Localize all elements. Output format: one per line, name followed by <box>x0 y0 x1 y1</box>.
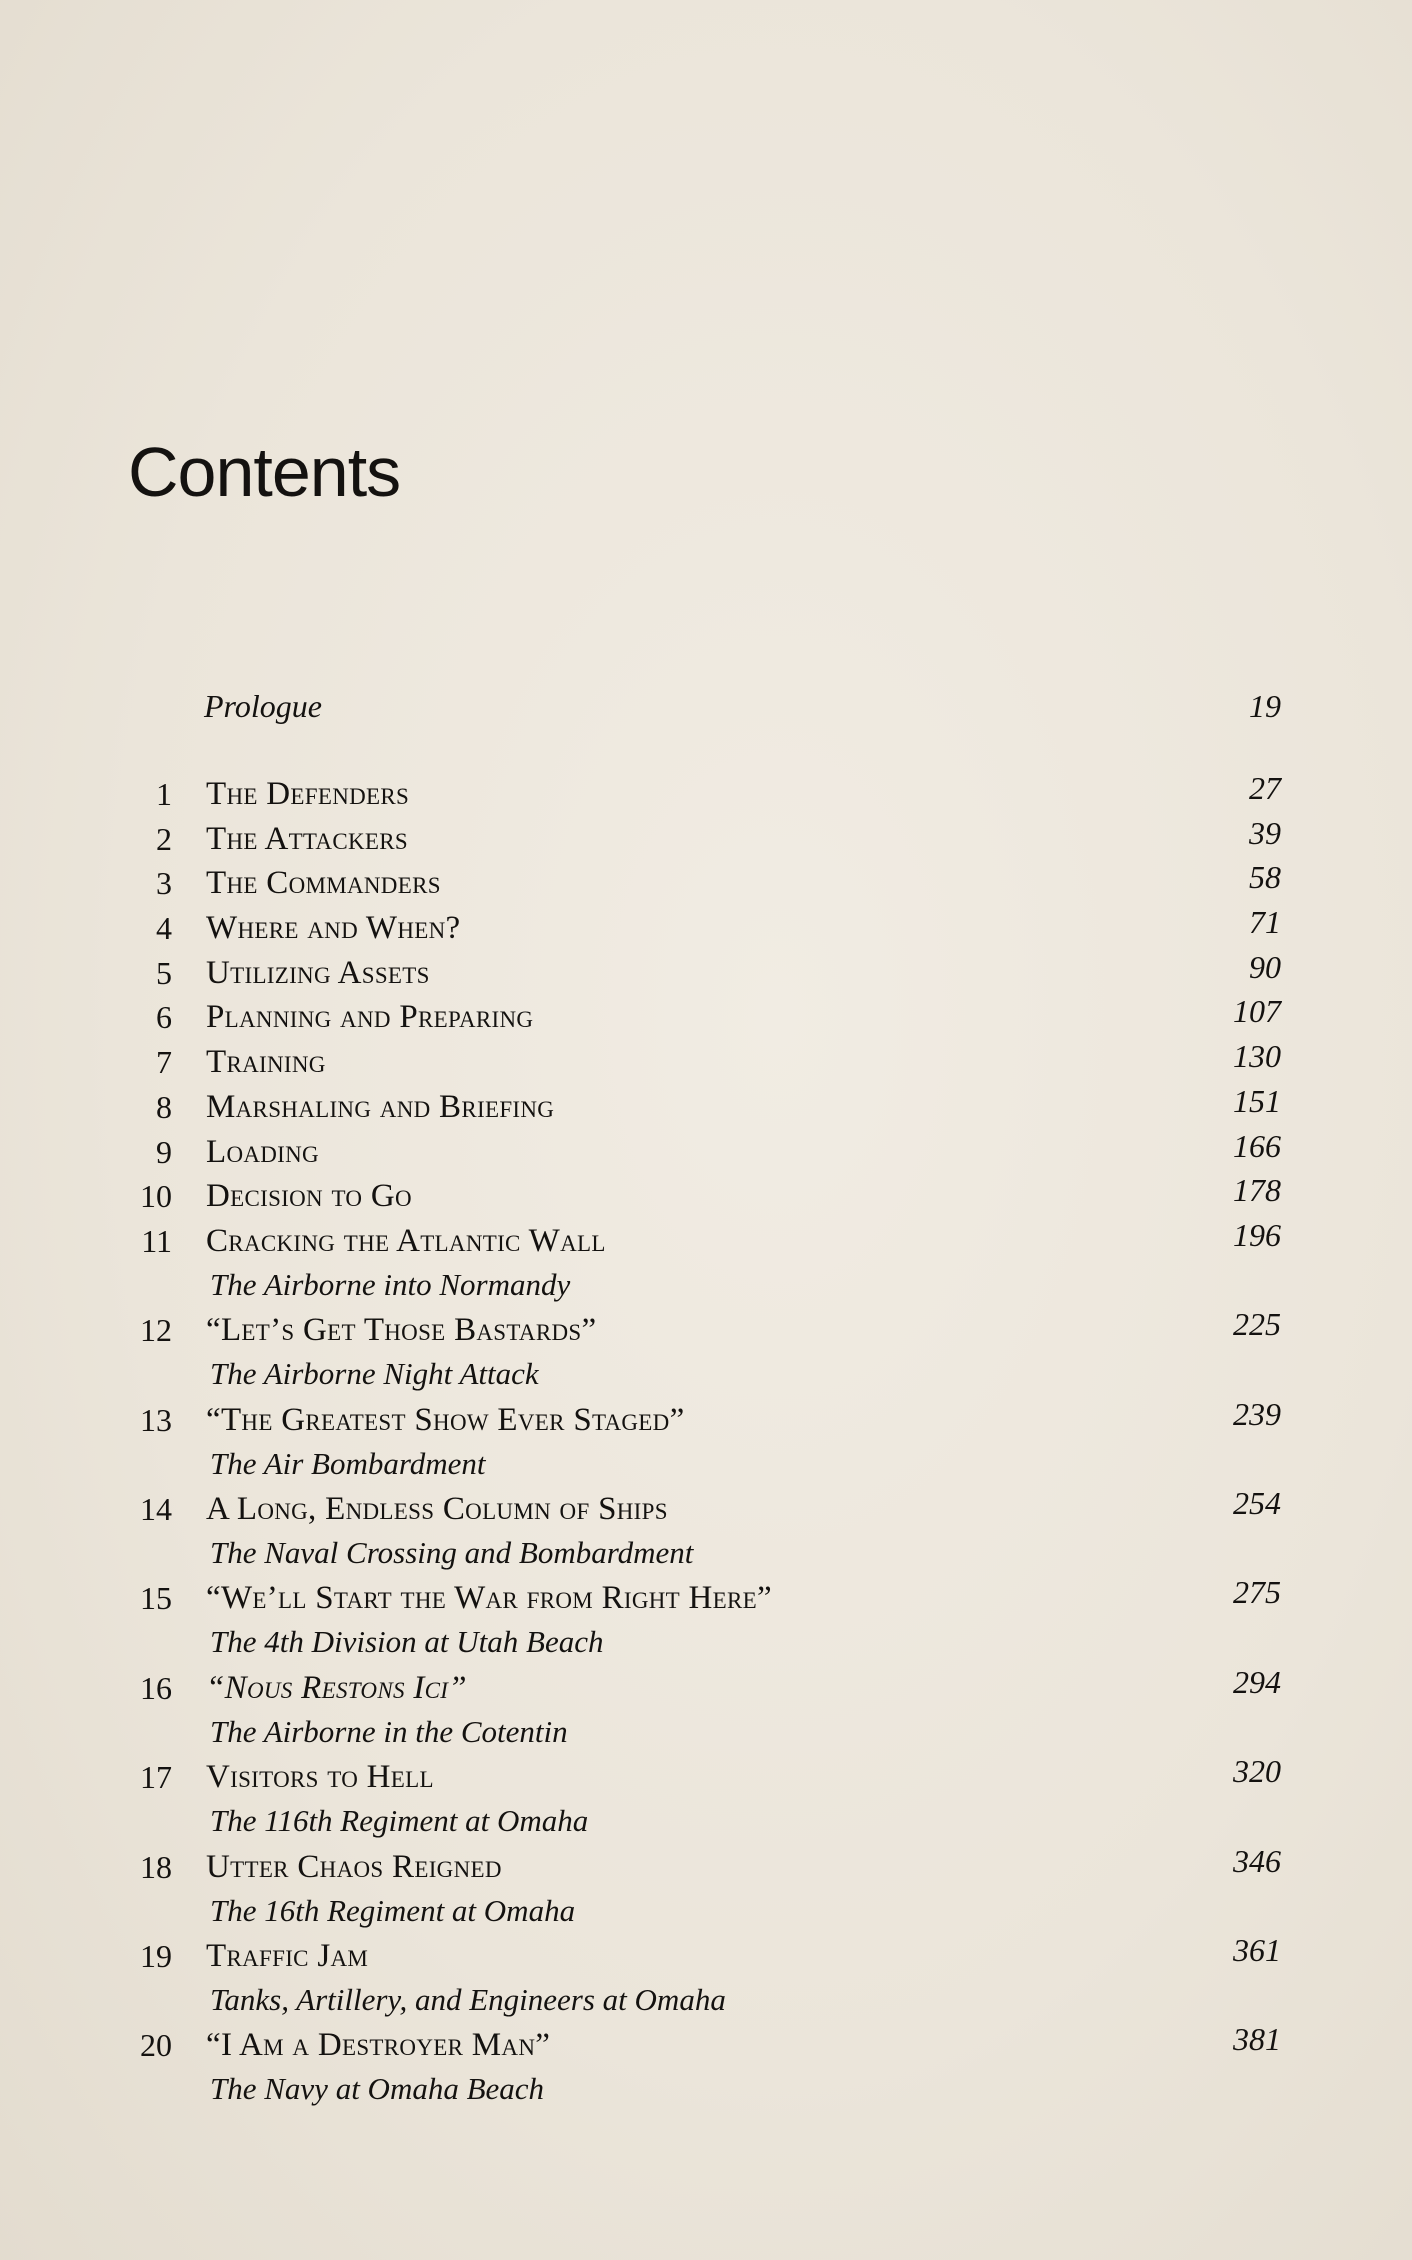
chapter-number: 10 <box>140 1178 172 1215</box>
chapter-number: 9 <box>156 1133 172 1170</box>
chapter-title: The Commanders <box>206 865 441 902</box>
chapter-page-number: 58 <box>1249 859 1281 896</box>
toc-entry[interactable] <box>0 993 1412 1044</box>
chapter-title: “Let’s Get Those Bastards” <box>206 1312 597 1349</box>
chapter-number: 6 <box>156 999 172 1036</box>
chapter-subtitle: The 4th Division at Utah Beach <box>210 1624 604 1660</box>
toc-entry[interactable] <box>0 1753 1412 1848</box>
chapter-number: 15 <box>140 1580 172 1617</box>
chapter-title: Utter Chaos Reigned <box>206 1848 502 1885</box>
chapter-title: Training <box>206 1044 326 1081</box>
chapter-number: 20 <box>140 2027 172 2064</box>
chapter-page-number: 320 <box>1233 1753 1281 1790</box>
chapter-page-number: 151 <box>1233 1082 1281 1119</box>
chapter-page-number: 39 <box>1249 814 1281 851</box>
prologue-page-number: 19 <box>1249 688 1281 724</box>
toc-entry[interactable] <box>0 1574 1412 1669</box>
toc-entry[interactable] <box>0 1395 1412 1491</box>
toc-entry[interactable] <box>0 1172 1412 1223</box>
chapter-number: 3 <box>156 865 172 902</box>
toc-entry[interactable] <box>0 2021 1412 2116</box>
chapter-title: Traffic Jam <box>206 1938 369 1974</box>
chapter-title: Visitors to Hell <box>206 1759 434 1796</box>
chapter-subtitle: The 116th Regiment at Omaha <box>210 1803 589 1839</box>
chapter-number: 7 <box>156 1044 172 1081</box>
toc-entry[interactable] <box>0 770 1412 821</box>
toc-entry[interactable] <box>0 859 1412 910</box>
chapter-page-number: 71 <box>1249 904 1281 941</box>
chapter-title: Marshaling and Briefing <box>206 1088 555 1125</box>
chapter-number: 11 <box>141 1222 172 1259</box>
chapter-subtitle: The Airborne into Normandy <box>210 1266 571 1302</box>
chapter-page-number: 239 <box>1233 1395 1281 1432</box>
chapter-number: 8 <box>156 1088 172 1125</box>
chapter-title: Planning and Preparing <box>206 999 534 1036</box>
chapter-title: “We’ll Start the War from Right Here” <box>206 1580 772 1617</box>
chapter-number: 4 <box>156 910 172 947</box>
toc-prologue[interactable] <box>0 688 1412 732</box>
chapter-page-number: 178 <box>1233 1172 1281 1209</box>
toc-entry[interactable] <box>0 1216 1412 1312</box>
chapter-page-number: 381 <box>1233 2021 1281 2058</box>
chapter-subtitle: The Airborne in the Cotentin <box>210 1713 568 1749</box>
toc-entry[interactable] <box>0 814 1412 866</box>
chapter-number: 2 <box>156 820 172 857</box>
chapter-page-number: 275 <box>1233 1574 1281 1611</box>
toc-entry[interactable] <box>0 1306 1412 1401</box>
chapter-page-number: 130 <box>1233 1038 1281 1075</box>
chapter-page-number: 254 <box>1233 1485 1281 1522</box>
chapter-title: Utilizing Assets <box>206 954 430 991</box>
chapter-page-number: 294 <box>1233 1663 1281 1700</box>
chapter-number: 1 <box>156 776 172 812</box>
table-of-contents <box>0 770 1412 2117</box>
chapter-page-number: 166 <box>1233 1127 1281 1164</box>
chapter-title: “I Am a Destroyer Man” <box>206 2027 551 2064</box>
chapter-title: Decision to Go <box>206 1178 412 1215</box>
toc-entry[interactable] <box>0 1038 1412 1089</box>
prologue-title: Prologue <box>204 688 322 724</box>
toc-entry[interactable] <box>0 1842 1412 1938</box>
chapter-title: “The Greatest Show Ever Staged” <box>206 1401 685 1438</box>
chapter-number: 17 <box>140 1759 172 1796</box>
chapter-title: Where and When? <box>206 910 461 947</box>
chapter-number: 14 <box>140 1491 172 1528</box>
chapter-number: 18 <box>140 1848 172 1885</box>
chapter-title: A Long, Endless Column of Ships <box>206 1491 668 1528</box>
chapter-page-number: 27 <box>1249 770 1281 806</box>
toc-entry[interactable] <box>0 904 1412 955</box>
chapter-number: 13 <box>140 1401 172 1438</box>
chapter-number: 12 <box>140 1312 172 1349</box>
chapter-title: The Attackers <box>206 820 408 857</box>
chapter-subtitle: The Air Bombardment <box>210 1445 486 1481</box>
toc-entry[interactable] <box>0 1663 1412 1759</box>
chapter-page-number: 196 <box>1233 1216 1281 1253</box>
chapter-subtitle: The Navy at Omaha Beach <box>210 2071 545 2107</box>
toc-entry[interactable] <box>0 1485 1412 1580</box>
chapter-subtitle: The Naval Crossing and Bombardment <box>210 1535 694 1571</box>
toc-entry[interactable] <box>0 1082 1412 1134</box>
chapter-number: 19 <box>140 1938 172 1974</box>
page-title: Contents <box>128 433 401 511</box>
chapter-title: “Nous Restons Ici” <box>206 1669 467 1706</box>
toc-entry[interactable] <box>0 948 1412 1000</box>
toc-entry[interactable] <box>0 1932 1412 2027</box>
chapter-number: 5 <box>156 954 172 991</box>
chapter-title: Cracking the Atlantic Wall <box>206 1222 606 1259</box>
chapter-title: The Defenders <box>206 776 410 812</box>
chapter-page-number: 225 <box>1233 1306 1281 1343</box>
chapter-title: Loading <box>206 1133 319 1170</box>
chapter-subtitle: The Airborne Night Attack <box>210 1356 539 1392</box>
chapter-page-number: 361 <box>1233 1932 1281 1968</box>
chapter-page-number: 90 <box>1249 948 1281 985</box>
chapter-subtitle: The 16th Regiment at Omaha <box>210 1892 576 1928</box>
chapter-number: 16 <box>140 1669 172 1706</box>
toc-entry[interactable] <box>0 1127 1412 1179</box>
chapter-page-number: 346 <box>1233 1842 1281 1879</box>
chapter-page-number: 107 <box>1233 993 1281 1030</box>
chapter-subtitle: Tanks, Artillery, and Engineers at Omaha <box>210 1982 726 2017</box>
